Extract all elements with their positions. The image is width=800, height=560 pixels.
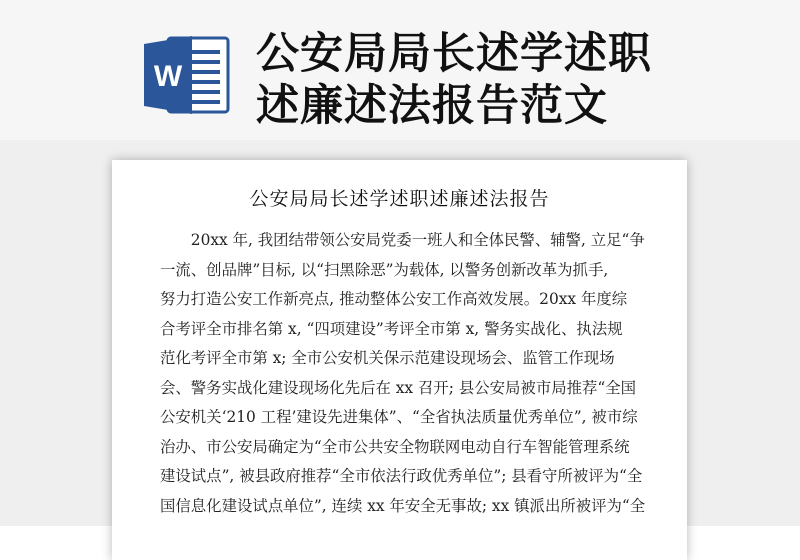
page-headline <box>256 28 776 132</box>
headline-line-2: 述廉述法报告范文 <box>256 81 608 131</box>
headline-line-1: 公安局局长述学述职 <box>256 29 652 79</box>
body-line: 合考评全市排名第 x, “四项建设”考评全市第 x, 警务实战化、执法规 <box>160 319 623 338</box>
document-body <box>160 226 646 521</box>
body-line: 治办、市公安局确定为“全市公共安全物联网电动自行车智能管理系统 <box>160 437 630 456</box>
document-title: 公安局局长述学述职述廉述法报告 <box>249 188 550 210</box>
body-line: 建设试点”, 被县政府推荐“全市依法行政优秀单位”; 县看守所被评为“全 <box>160 467 643 485</box>
body-line: 一流、创品牌”目标, 以“扫黑除恶”为载体, 以警务创新改革为抓手, <box>160 260 609 279</box>
body-line: 公安机关‘210 工程’建设先进集体”、“全省执法质量优秀单位”, 被市综 <box>160 408 638 426</box>
body-line: 努力打造公安工作新亮点, 推动整体公安工作高效发展。20xx 年度综 <box>160 290 628 308</box>
body-line: 范化考评全市第 x; 全市公安机关保示范建设现场会、监管工作现场 <box>160 349 615 367</box>
body-line: 国信息化建设试点单位”, 连续 xx 年安全无事故; xx 镇派出所被评为“全 <box>160 496 646 515</box>
body-line: 20xx 年, 我团结带领公安局党委一班人和全体民警、辅警, 立足“争 <box>160 231 645 249</box>
word-document-icon <box>142 34 232 116</box>
word-letter: W <box>153 60 183 93</box>
document-page <box>112 160 687 560</box>
body-line: 会、警务实战化建设现场化先后在 xx 召开; 县公安局被市局推荐“全国 <box>160 378 637 397</box>
